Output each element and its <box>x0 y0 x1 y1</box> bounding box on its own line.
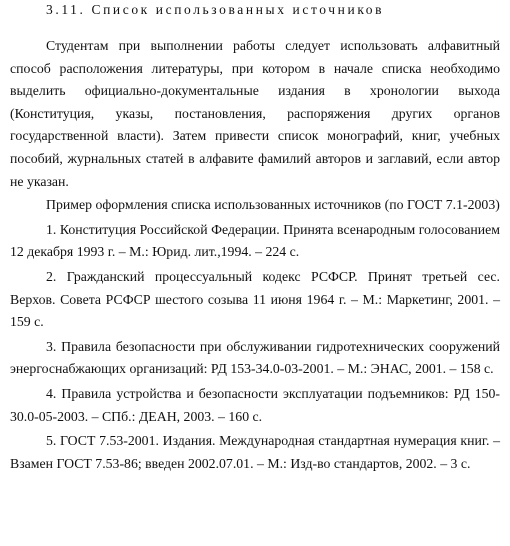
reference-item-4: 4. Правила устройства и безопасности эксплуатации подъемников: РД 150-30.0-05-2003. – СПб.: ДЕАН, 2003. – 160 с. <box>10 385 500 424</box>
document-body <box>10 35 500 476</box>
reference-item-3: 3. Правила безопасности при обслуживании гидротехнических сооружений энергоснабжающих организаций: РД 153-34.0-03-2001. – М.: ЭНАС, 2001. – 158 с. <box>10 338 500 377</box>
reference-item-1: 1. Конституция Российской Федерации. Принята всенародным голосованием 12 декабря 1993 г. – М.: Юрид. лит.,1994. – 224 с. <box>10 221 500 260</box>
reference-item-5: 5. ГОСТ 7.53-2001. Издания. Международная стандартная нумерация книг. – Взамен ГОСТ 7.53-86; введен 2002.07.01. – М.: Изд-во стандартов, 2002. – 3 с. <box>10 433 500 471</box>
intro-paragraph: Студентам при выполнении работы следует использовать алфавитный способ расположения литературы, при котором в начале списка необходимо выделить официально-документальные издания в хронологии выхода (Конституция, указы, постановления, распоряжения других органов государственной власти). Затем привести список монографий, книг, учебных пособий, журнальных статей в алфавите фамилий авторов и заглавий, если автор не указан. <box>10 38 500 189</box>
reference-item-2: 2. Гражданский процессуальный кодекс РСФСР. Принят третьей сес. Верхов. Совета РСФСР шестого созыва 11 июня 1964 г. – М.: Маркетинг, 2001. – 159 с. <box>10 268 500 330</box>
section-heading: 3.11. Список использованных источников <box>46 2 385 17</box>
example-caption: Пример оформления списка использованных источников (по ГОСТ 7.1-2003) <box>46 197 500 213</box>
